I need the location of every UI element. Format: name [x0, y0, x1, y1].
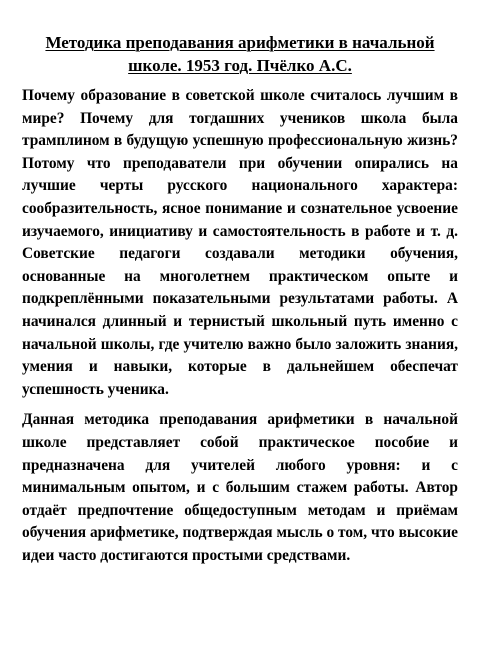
- document-title: Методика преподавания арифметики в начальной школе. 1953 год. Пчёлко А.С.: [45, 33, 435, 75]
- paragraph-description: Данная методика преподавания арифметики в начальной школе представляет собой практическое пособие и предназначена для учителей любого уровня: и с минимальным опытом, и с большим стажем работы. Автор отдаёт предпочтение общедоступным методам и приёмам обучения арифметике, подтверждая мысль о том, что высокие идеи часто достигаются простыми средствами.: [22, 411, 458, 564]
- paragraph-intro: Почему образование в советской школе считалось лучшим в мире? Почему для тогдашних учеников школа была трамплином в будущую успешную профессиональную жизнь? Потому что преподаватели при обучении опирались на лучшие черты русского национального характера: сообразительность, ясное понимание и сознательное усвоение изучаемого, инициативу и самостоятельность в работе и т. д. Советские педагоги создавали методики обучения, основанные на многолетнем практическом опыте и подкреплёнными показательными результатами работы. А начинался длинный и тернистый школьный путь именно с начальной школы, где учителю важно было заложить знания, умения и навыки, которые в дальнейшем обеспечат успешность ученика.: [22, 87, 458, 398]
- document-page: [22, 31, 458, 567]
